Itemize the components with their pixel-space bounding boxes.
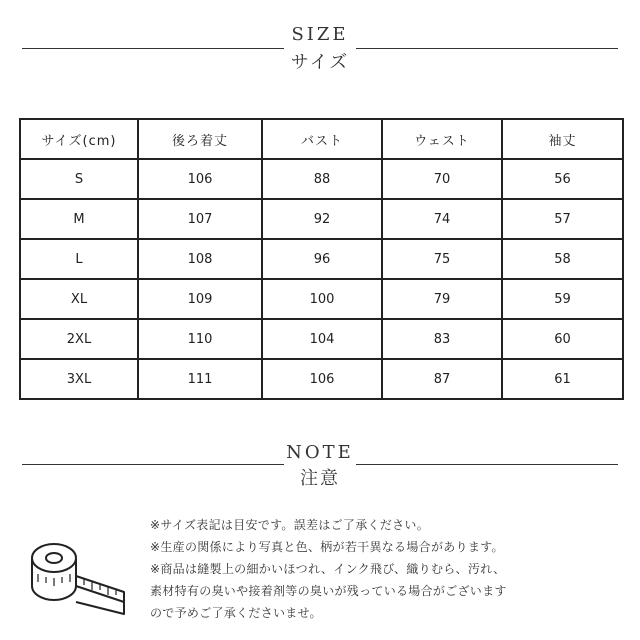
cell-bust: 96 xyxy=(262,239,382,279)
cell-sleeve: 56 xyxy=(502,159,623,199)
cell-sleeve: 60 xyxy=(502,319,623,359)
cell-bust: 88 xyxy=(262,159,382,199)
note-title-en: NOTE xyxy=(286,442,354,463)
note-text-block xyxy=(150,514,630,624)
table-row xyxy=(20,239,623,279)
cell-length: 111 xyxy=(138,359,262,399)
header-waist: ウェスト xyxy=(382,119,502,159)
note-line: ので予めご了承くださいませ。 xyxy=(150,606,322,620)
cell-waist: 87 xyxy=(382,359,502,399)
cell-size: XL xyxy=(20,279,138,319)
table-row xyxy=(20,199,623,239)
size-section-header xyxy=(0,18,640,78)
note-title-jp: 注意 xyxy=(300,468,340,489)
note-line: ※商品は縫製上の細かいほつれ、インク飛び、織りむら、汚れ、 xyxy=(150,562,506,576)
header-size: サイズ(cm) xyxy=(20,119,138,159)
cell-length: 106 xyxy=(138,159,262,199)
header-length: 後ろ着丈 xyxy=(138,119,262,159)
cell-bust: 104 xyxy=(262,319,382,359)
cell-sleeve: 61 xyxy=(502,359,623,399)
header-sleeve: 袖丈 xyxy=(502,119,623,159)
cell-sleeve: 58 xyxy=(502,239,623,279)
header-bust: バスト xyxy=(262,119,382,159)
cell-size: 2XL xyxy=(20,319,138,359)
note-section-header xyxy=(0,438,640,498)
cell-length: 107 xyxy=(138,199,262,239)
cell-waist: 70 xyxy=(382,159,502,199)
note-line: ※生産の関係により写真と色、柄が若干異なる場合があります。 xyxy=(150,540,504,554)
cell-bust: 100 xyxy=(262,279,382,319)
cell-size: S xyxy=(20,159,138,199)
table-row xyxy=(20,319,623,359)
table-header-row xyxy=(20,119,623,159)
table-row xyxy=(20,359,623,399)
size-title-jp: サイズ xyxy=(290,52,350,73)
cell-bust: 106 xyxy=(262,359,382,399)
table-row xyxy=(20,279,623,319)
note-line: 素材特有の臭いや接着剤等の臭いが残っている場合がございます xyxy=(150,584,507,598)
size-title-en: SIZE xyxy=(291,24,349,45)
cell-waist: 75 xyxy=(382,239,502,279)
note-line: ※サイズ表記は目安です。誤差はご了承ください。 xyxy=(150,518,430,532)
cell-length: 110 xyxy=(138,319,262,359)
cell-size: M xyxy=(20,199,138,239)
cell-waist: 74 xyxy=(382,199,502,239)
cell-bust: 92 xyxy=(262,199,382,239)
cell-size: 3XL xyxy=(20,359,138,399)
cell-waist: 83 xyxy=(382,319,502,359)
cell-size: L xyxy=(20,239,138,279)
cell-waist: 79 xyxy=(382,279,502,319)
measuring-tape-icon xyxy=(24,530,134,620)
cell-length: 108 xyxy=(138,239,262,279)
size-table xyxy=(19,118,624,400)
table-row xyxy=(20,159,623,199)
cell-sleeve: 57 xyxy=(502,199,623,239)
cell-length: 109 xyxy=(138,279,262,319)
cell-sleeve: 59 xyxy=(502,279,623,319)
